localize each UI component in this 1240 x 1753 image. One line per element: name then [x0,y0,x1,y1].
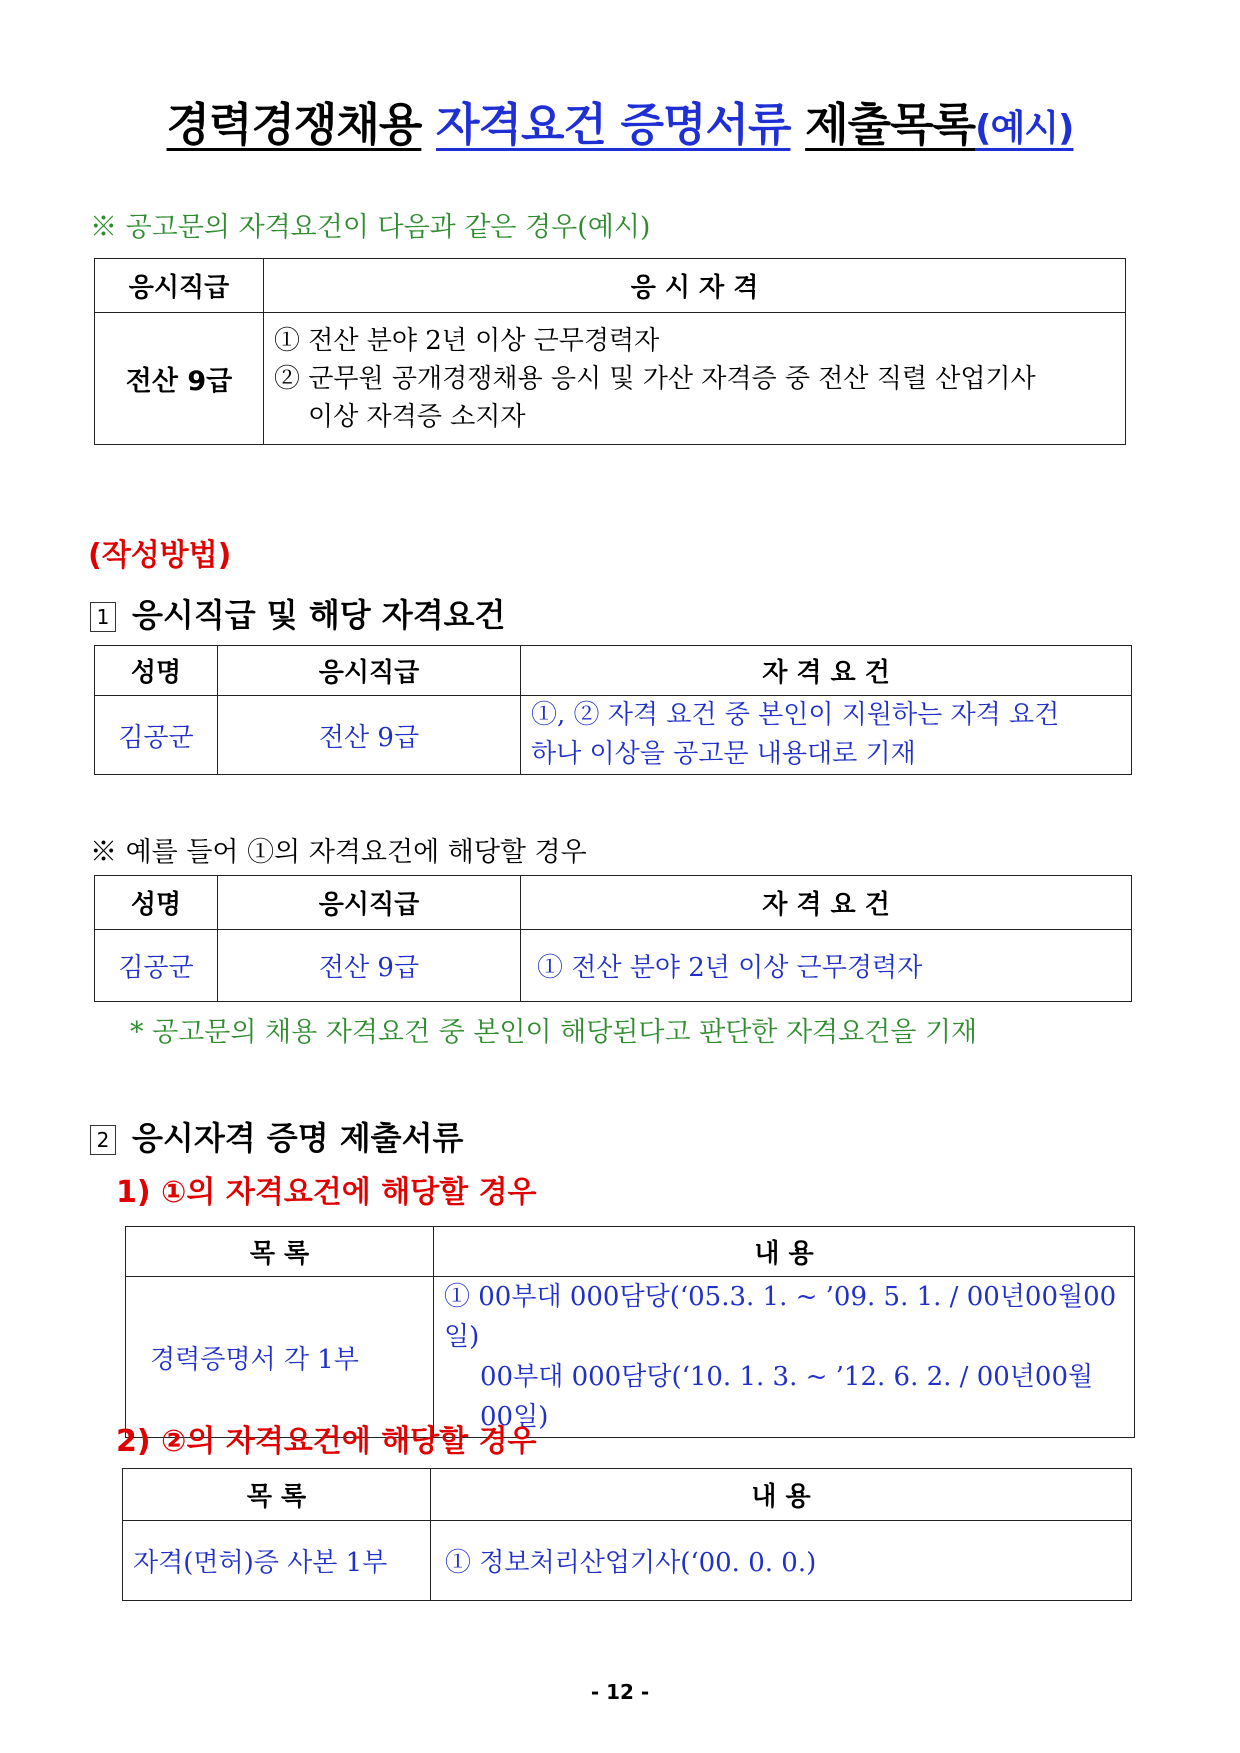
header-grade: 응시직급 [218,876,521,930]
qualification-table [94,258,1126,445]
item-cell: 경력증명서 각 1부 [126,1277,434,1438]
header-grade: 응시직급 [218,646,521,696]
header-list: 목 록 [123,1469,431,1521]
grade-cell: 전산 9급 [218,696,521,775]
example-note: ※ 공고문의 자격요건이 다음과 같은 경우(예시) [90,212,651,243]
header-content: 내 용 [434,1227,1135,1277]
requirement-line-1: ①, ② 자격 요건 중 본인이 지원하는 자격 요건 [531,700,1060,730]
section-1-title: 응시직급 및 해당 자격요건 [132,596,506,634]
case-2-table [122,1468,1132,1601]
case-1-table [125,1226,1135,1438]
header-grade: 응시직급 [95,259,264,313]
qualification-2b: 이상 자격증 소지자 [308,401,526,432]
page-title [0,88,1240,153]
qualification-1: ① 전산 분야 2년 이상 근무경력자 [274,325,660,356]
title-part1: 경력경쟁채용 [166,98,422,151]
footnote: * 공고문의 채용 자격요건 중 본인이 해당된다고 판단한 자격요건을 기재 [130,1017,978,1048]
header-content: 내 용 [431,1469,1132,1521]
grade-cell: 전산 9급 [218,930,521,1002]
name-cell: 김공군 [95,930,218,1002]
grade-cell: 전산 9급 [95,313,264,445]
case-1-label: 1) ①의 자격요건에 해당할 경우 [116,1175,537,1210]
title-part3: 제출목록 [805,98,976,151]
section-2-number: 2 [90,1125,116,1155]
method-label: (작성방법) [88,538,232,573]
header-list: 목 록 [126,1227,434,1277]
title-part2: 자격요건 증명서류 [436,98,791,151]
requirement-line-2: 하나 이상을 공고문 내용대로 기재 [531,739,916,769]
requirement-cell: ① 전산 분야 2년 이상 근무경력자 [521,930,1132,1002]
content-line-2: 00부대 000담당(‘10. 1. 3. ~ ’12. 6. 2. / 00년00월00일) [480,1362,1094,1432]
header-requirement: 자 격 요 건 [521,646,1132,696]
section-1-heading [90,590,505,636]
content-cell: ① 정보처리산업기사(‘00. 0. 0.) [431,1521,1132,1601]
applicant-table-example [94,875,1132,1002]
applicant-table-template [94,645,1132,775]
requirement-cell [521,696,1132,775]
content-cell [434,1277,1135,1438]
header-name: 성명 [95,646,218,696]
page-number: - 12 - [590,1680,650,1704]
name-cell: 김공군 [95,696,218,775]
header-name: 성명 [95,876,218,930]
section-2-heading [90,1113,463,1159]
qualification-cell [264,313,1126,445]
section-1-number: 1 [90,602,116,632]
header-qualification: 응 시 자 격 [264,259,1126,313]
header-requirement: 자 격 요 건 [521,876,1132,930]
section-2-title: 응시자격 증명 제출서류 [132,1119,464,1157]
case-2-label: 2) ②의 자격요건에 해당할 경우 [116,1424,537,1459]
qualification-2a: ② 군무원 공개경쟁채용 응시 및 가산 자격증 중 전산 직렬 산업기사 [274,363,1036,394]
title-part4: (예시) [975,108,1074,149]
content-line-1: ① 00부대 000담당(‘05.3. 1. ~ ’09. 5. 1. / 00년00월00일) [444,1282,1117,1352]
example-2-note: ※ 예를 들어 ①의 자격요건에 해당할 경우 [90,837,587,868]
item-cell: 자격(면허)증 사본 1부 [123,1521,431,1601]
